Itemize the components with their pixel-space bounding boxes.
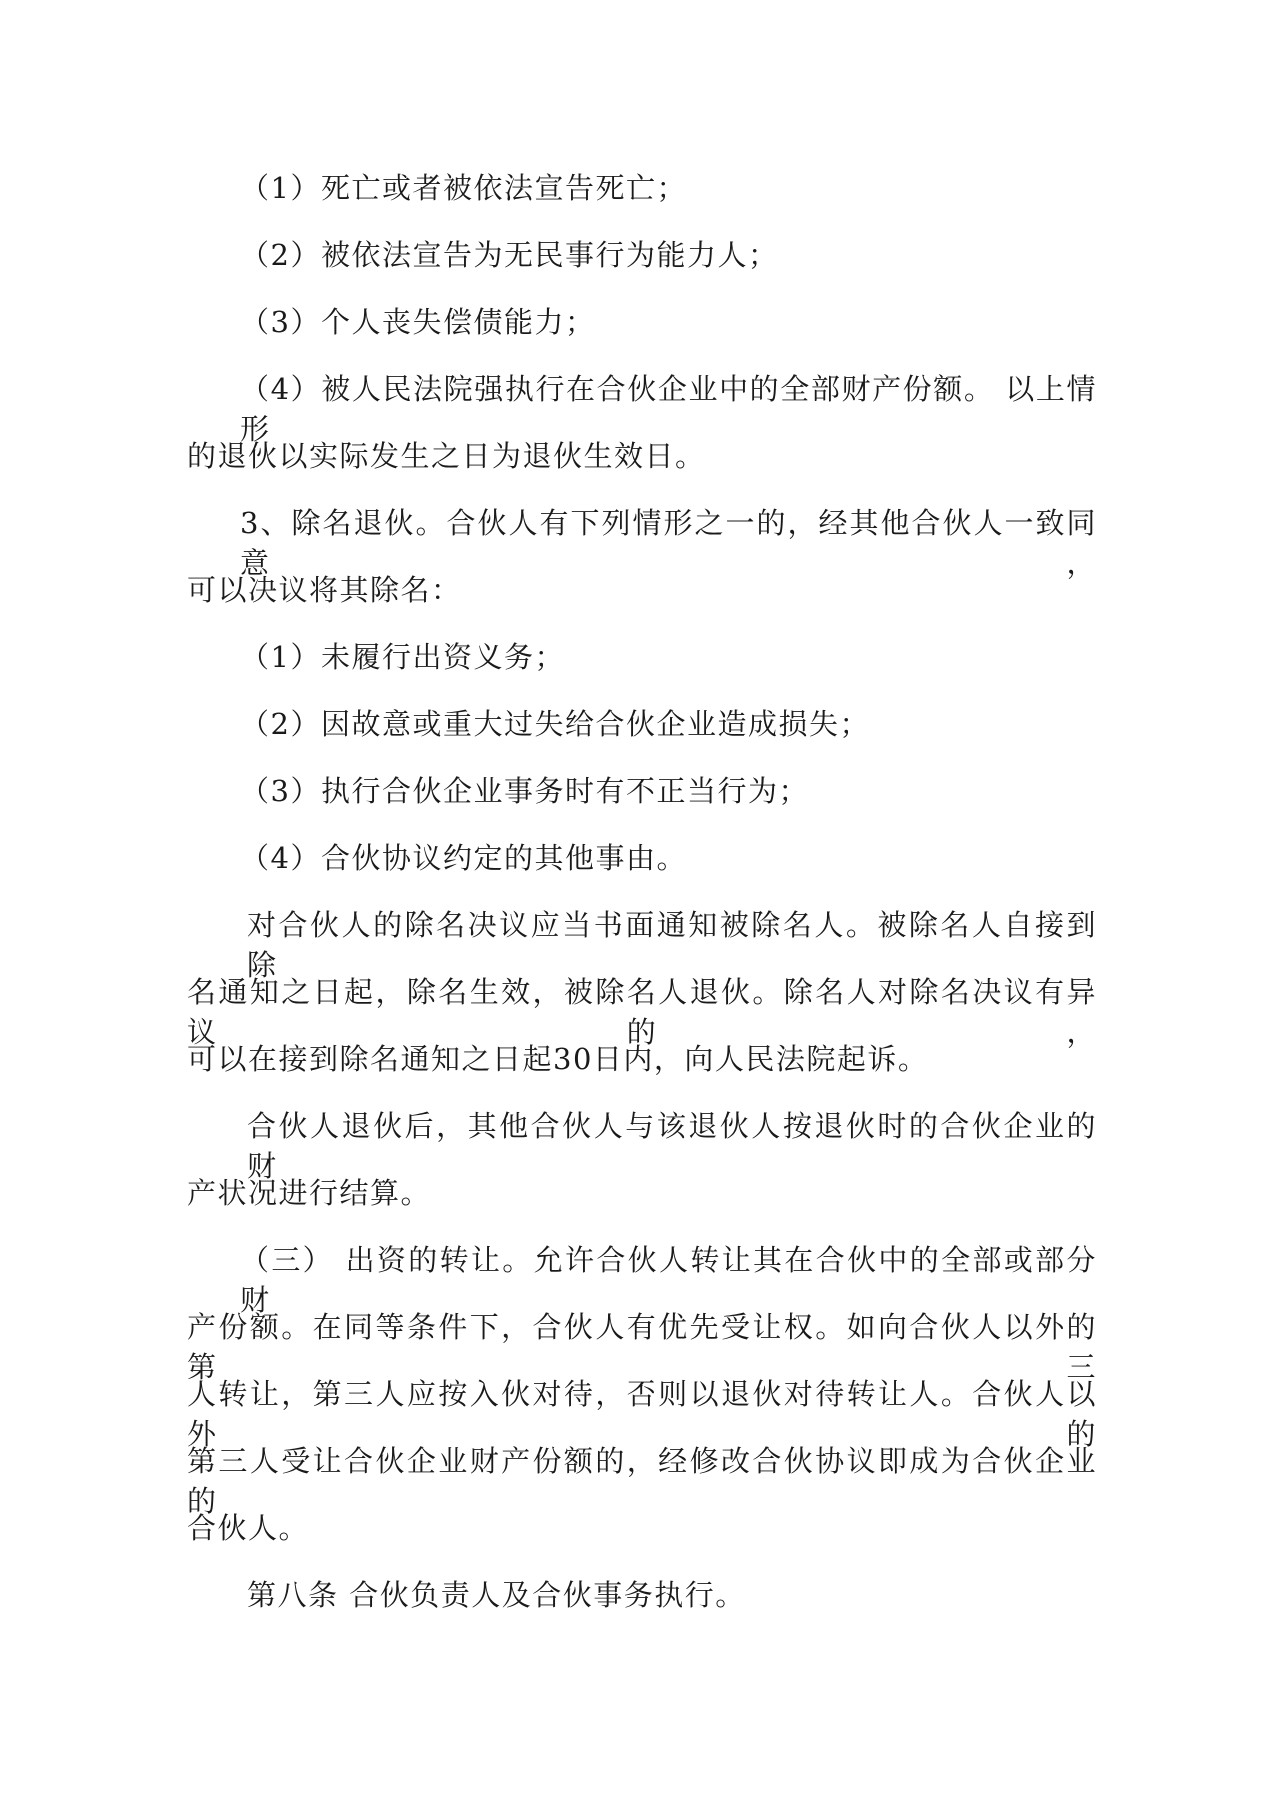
expulsion-condition-1: （1）未履行出资义务； [240,640,565,674]
withdrawal-condition-2: （2）被依法宣告为无民事行为能力人； [240,238,779,272]
withdrawal-condition-3: （3）个人丧失偿债能力； [240,305,596,339]
expulsion-notice-paragraph-cont: 名通知之日起，除名生效，被除名人退伙。除名人对除名决议有异议的， [187,975,1097,1049]
expulsion-notice-paragraph-end: 可以在接到除名通知之日起30日内，向人民法院起诉。 [187,1042,929,1076]
capital-transfer-paragraph-cont-1: 产份额。在同等条件下，合伙人有优先受让权。如向合伙人以外的第三 [187,1310,1097,1384]
capital-transfer-paragraph-end: 合伙人。 [187,1511,310,1545]
capital-transfer-paragraph: （三） 出资的转让。允许合伙人转让其在合伙中的全部或部分财 [240,1243,1097,1317]
capital-transfer-paragraph-cont-2: 人转让，第三人应按入伙对待，否则以退伙对待转让人。合伙人以外的 [187,1377,1097,1451]
withdrawal-condition-4-cont: 的退伙以实际发生之日为退伙生效日。 [187,439,706,473]
capital-transfer-paragraph-cont-3: 第三人受让合伙企业财产份额的，经修改合伙协议即成为合伙企业的 [187,1444,1097,1518]
settlement-paragraph-end: 产状况进行结算。 [187,1176,432,1210]
article-8-heading: 第八条 合伙负责人及合伙事务执行。 [247,1578,746,1612]
expulsion-condition-3: （3）执行合伙企业事务时有不正当行为； [240,774,809,808]
expulsion-heading-cont: 可以决议将其除名： [187,573,462,607]
settlement-paragraph: 合伙人退伙后，其他合伙人与该退伙人按退伙时的合伙企业的财 [247,1109,1097,1183]
expulsion-heading: 3、除名退伙。合伙人有下列情形之一的，经其他合伙人一致同意， [240,506,1097,580]
expulsion-condition-2: （2）因故意或重大过失给合伙企业造成损失； [240,707,870,741]
withdrawal-condition-4: （4）被人民法院强执行在合伙企业中的全部财产份额。 以上情形 [240,372,1097,446]
withdrawal-condition-1: （1）死亡或者被依法宣告死亡； [240,171,687,205]
expulsion-notice-paragraph: 对合伙人的除名决议应当书面通知被除名人。被除名人自接到除 [247,908,1097,982]
expulsion-condition-4: （4）合伙协议约定的其他事由。 [240,841,687,875]
